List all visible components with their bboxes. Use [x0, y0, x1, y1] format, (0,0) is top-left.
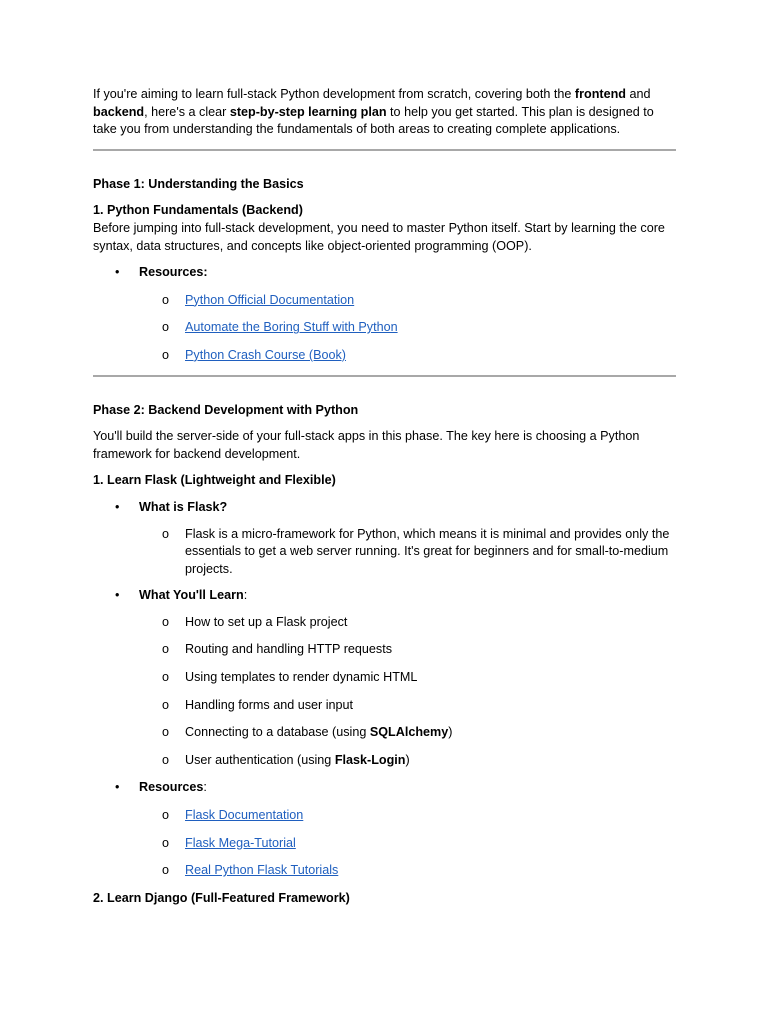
learn-item-text: ) — [448, 725, 453, 740]
circle-bullet-icon: o — [162, 614, 170, 629]
resources-label: Resources: — [139, 265, 208, 280]
learn-item-bold: SQLAlchemy — [369, 725, 449, 740]
list-item — [139, 724, 676, 742]
intro-text: If you're aiming to learn full-stack Python development from scratch, covering both the — [93, 87, 575, 101]
document-page — [93, 86, 676, 907]
list-item — [139, 752, 676, 770]
learn-item: How to set up a Flask project — [185, 614, 348, 629]
circle-bullet-icon: o — [162, 347, 170, 362]
horizontal-rule — [93, 375, 676, 377]
horizontal-rule — [93, 149, 676, 151]
bullet-icon: • — [115, 780, 120, 795]
what-is-flask-text: Flask is a micro-framework for Python, which means it is minimal and provides only the essentials to get a web server running. It's great for beginners and for small-to-medium projects. — [185, 526, 670, 576]
link-real-python-flask[interactable]: Real Python Flask Tutorials — [185, 863, 339, 878]
flask-resource-list — [139, 807, 676, 880]
learn-item-text: User authentication (using — [185, 752, 335, 767]
circle-bullet-icon: o — [162, 292, 170, 307]
list-item — [93, 499, 676, 578]
circle-bullet-icon: o — [162, 835, 170, 850]
circle-bullet-icon: o — [162, 808, 170, 823]
list-item — [139, 807, 676, 825]
phase2-intro: You'll build the server-side of your full-stack apps in this phase. The key here is choosing a Python framework for backend development. — [93, 429, 640, 461]
what-youll-learn-label: What You'll Learn — [139, 588, 244, 603]
learn-item: Handling forms and user input — [185, 697, 354, 712]
bullet-icon: • — [115, 265, 120, 280]
what-is-flask-label: What is Flask? — [139, 499, 228, 514]
circle-bullet-icon: o — [162, 642, 170, 657]
circle-bullet-icon: o — [162, 725, 170, 740]
circle-bullet-icon: o — [162, 670, 170, 685]
phase1-sub1-title: 1. Python Fundamentals (Backend) — [93, 203, 303, 218]
link-python-crash-course[interactable]: Python Crash Course (Book) — [185, 347, 346, 362]
resource-link-list — [139, 292, 676, 365]
intro-bold-frontend: frontend — [574, 87, 626, 101]
circle-bullet-icon: o — [162, 320, 170, 335]
colon: : — [243, 588, 248, 603]
list-item — [139, 669, 676, 687]
phase2-sub1-title: 1. Learn Flask (Lightweight and Flexible) — [93, 473, 336, 488]
link-flask-docs[interactable]: Flask Documentation — [185, 808, 304, 823]
list-item — [139, 835, 676, 853]
learn-item: Routing and handling HTTP requests — [185, 642, 392, 657]
list-item — [93, 264, 676, 364]
learn-item-text: ) — [405, 752, 410, 767]
phase1-title: Phase 1: Understanding the Basics — [93, 176, 304, 191]
circle-bullet-icon: o — [162, 863, 170, 878]
intro-text: to help you get started. This plan is designed to take you from understanding the fundamentals of both areas to creating complete applications. — [93, 104, 654, 137]
list-item — [93, 779, 676, 879]
circle-bullet-icon: o — [162, 526, 170, 541]
intro-bold-plan: step-by-step learning plan — [229, 104, 387, 119]
list-item — [139, 862, 676, 880]
learn-item-text: Connecting to a database (using — [185, 725, 370, 740]
phase1-sub1-text: Before jumping into full-stack development, you need to master Python itself. Start by learning the core syntax, data structures, and concepts like object-oriented programming (OOP). — [93, 220, 665, 253]
what-is-flask-list — [139, 526, 676, 579]
learn-list — [139, 614, 676, 770]
intro-text: , here's a clear — [144, 104, 230, 119]
list-item — [139, 641, 676, 659]
list-item — [139, 697, 676, 715]
list-item — [139, 526, 676, 579]
learn-item: Using templates to render dynamic HTML — [185, 670, 418, 685]
list-item — [93, 587, 676, 769]
learn-item-bold: Flask-Login — [334, 752, 406, 767]
phase2-title: Phase 2: Backend Development with Python — [93, 402, 359, 417]
list-item — [139, 347, 676, 365]
bullet-icon: • — [115, 499, 120, 514]
list-item — [139, 292, 676, 310]
link-automate-boring-stuff[interactable]: Automate the Boring Stuff with Python — [185, 320, 398, 335]
phase1-list — [93, 264, 676, 364]
flask-list — [93, 499, 676, 880]
circle-bullet-icon: o — [162, 752, 170, 767]
colon: : — [203, 780, 207, 795]
intro-bold-backend: backend — [93, 104, 145, 119]
circle-bullet-icon: o — [162, 697, 170, 712]
bullet-icon: • — [115, 588, 120, 603]
link-python-docs[interactable]: Python Official Documentation — [185, 292, 355, 307]
link-flask-mega-tutorial[interactable]: Flask Mega-Tutorial — [185, 835, 296, 850]
phase2-sub2-title: 2. Learn Django (Full-Featured Framework) — [93, 890, 350, 905]
list-item — [139, 319, 676, 337]
resources-label: Resources — [139, 780, 204, 795]
list-item — [139, 614, 676, 632]
intro-text: and — [625, 87, 651, 101]
intro-paragraph — [93, 86, 676, 139]
